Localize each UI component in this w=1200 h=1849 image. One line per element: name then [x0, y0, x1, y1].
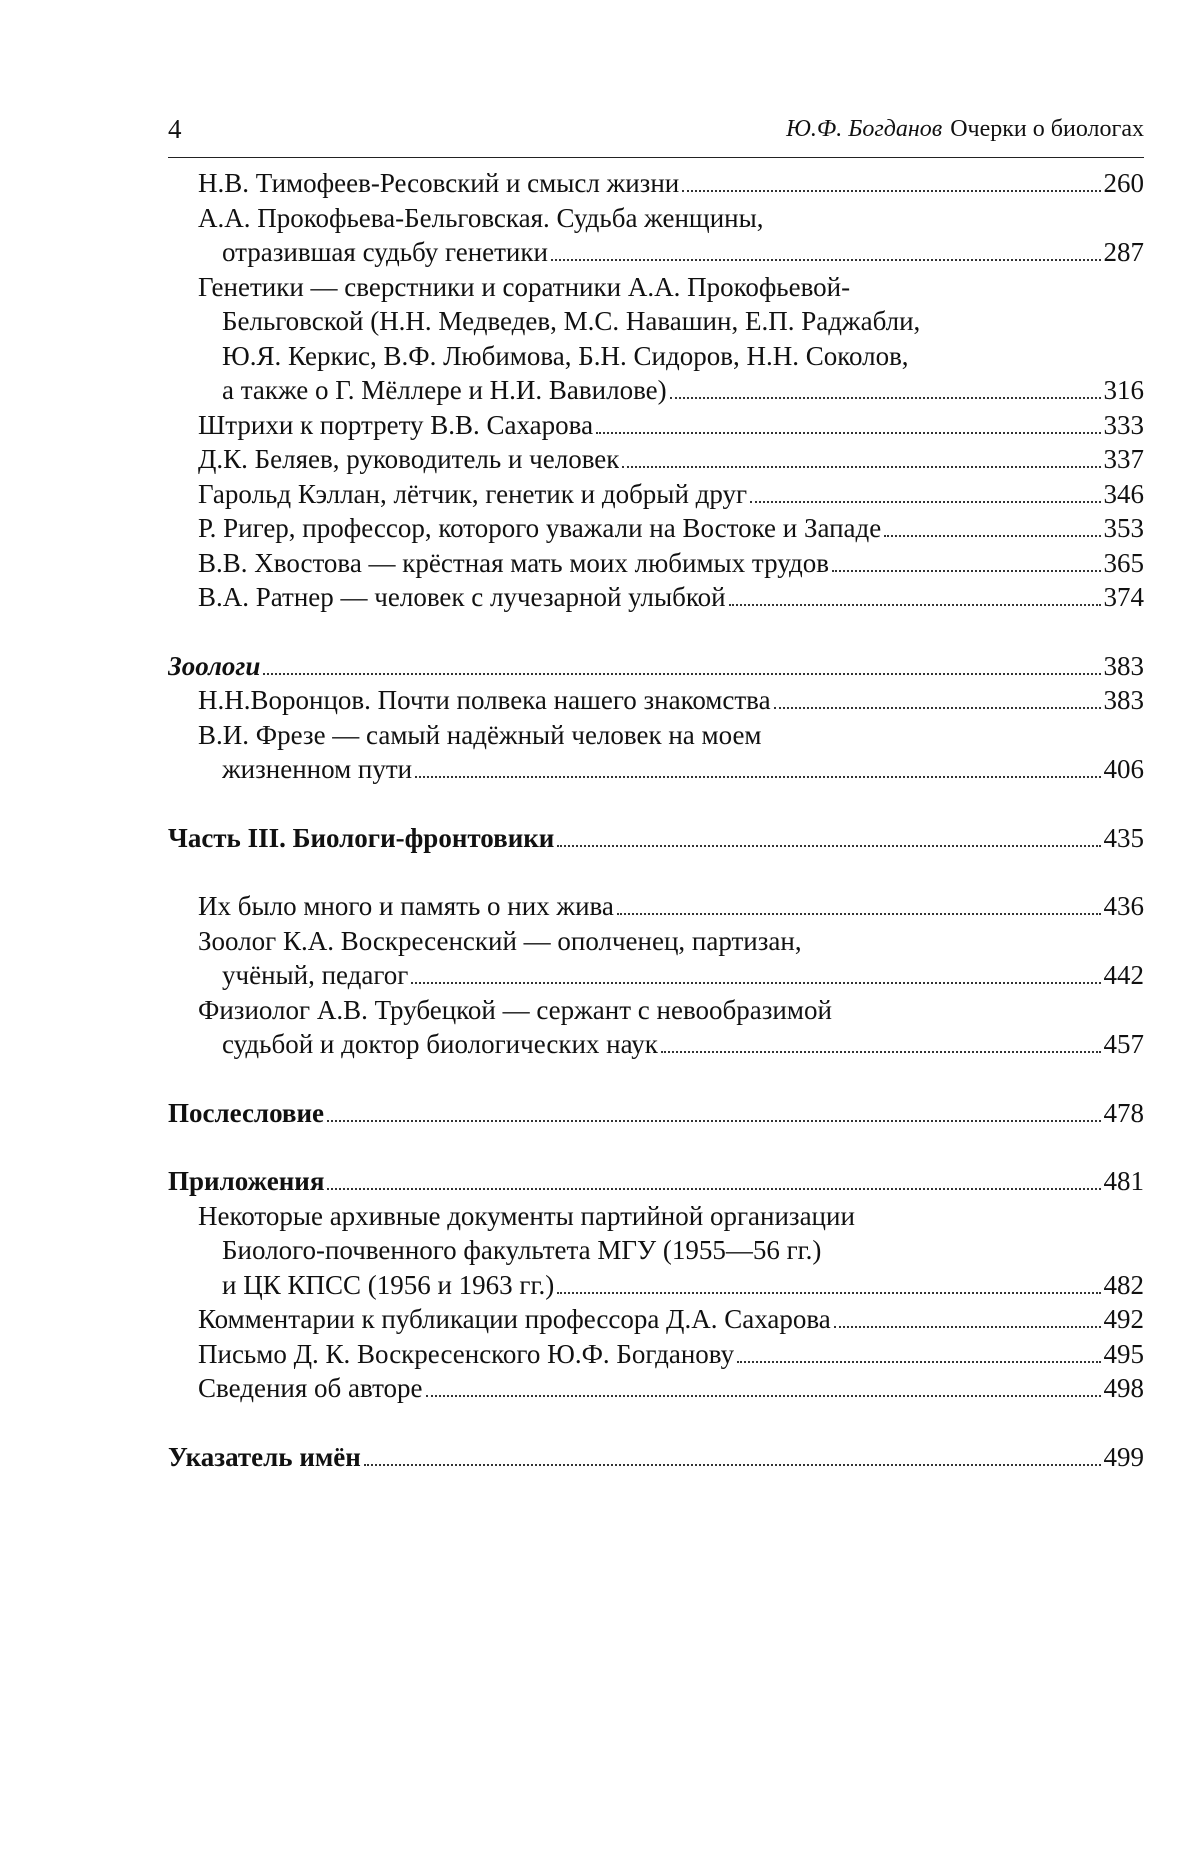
toc-entry: [168, 270, 1144, 408]
dot-leader: [327, 1120, 1100, 1122]
table-of-contents: [168, 166, 1144, 1474]
toc-entry-title: Физиолог А.В. Трубецкой — сержант с невообразимой: [198, 994, 832, 1025]
dot-leader: [327, 1188, 1100, 1190]
dot-leader: [415, 776, 1100, 778]
toc-entry-title: А.А. Прокофьева-Бельговская. Судьба женщины,: [198, 202, 764, 233]
page-number: 4: [168, 114, 182, 144]
toc-entry-page: 406: [1103, 754, 1144, 784]
toc-entry-title-cont: Биолого-почвенного факультета МГУ (1955—56 гг.): [222, 1235, 822, 1265]
toc-entry-title: Н.Н.Воронцов. Почти полвека нашего знакомства: [198, 685, 771, 715]
toc-entry-title-cont: судьбой и доктор биологических наук: [222, 1029, 658, 1059]
toc-entry-page: 374: [1103, 582, 1144, 612]
toc-section-page: 383: [1103, 650, 1144, 681]
dot-leader: [682, 190, 1100, 192]
dot-leader: [729, 604, 1101, 606]
header-rule: [168, 157, 1144, 158]
dot-leader: [364, 1464, 1101, 1466]
toc-entry: [168, 442, 1144, 477]
page-header: [168, 114, 1144, 154]
toc-entry-page: 346: [1103, 478, 1144, 509]
toc-entry-title: Р. Ригер, профессор, которого уважали на Востоке и Западе: [198, 513, 882, 543]
dot-leader: [557, 1292, 1100, 1294]
running-head: [786, 116, 1144, 143]
dot-leader: [426, 1395, 1101, 1397]
toc-section-page: 478: [1103, 1097, 1144, 1128]
toc-entry-title-cont: Бельговской (Н.Н. Медведев, М.С. Навашин, Е.П. Раджабли,: [222, 306, 921, 336]
dot-leader: [750, 501, 1100, 503]
toc-section: [168, 1440, 1144, 1475]
toc-entry-title: В.А. Ратнер — человек с лучезарной улыбкой: [198, 582, 726, 612]
dot-leader: [263, 673, 1100, 675]
toc-section: [168, 649, 1144, 684]
toc-section: [168, 821, 1144, 856]
toc-section-title: Указатель имён: [168, 1441, 361, 1472]
running-head-title: Очерки о биологах: [950, 116, 1144, 142]
toc-entry-page: 353: [1103, 513, 1144, 543]
toc-section-page: 481: [1103, 1166, 1144, 1196]
toc-entry-page: 498: [1103, 1373, 1144, 1403]
dot-leader: [774, 707, 1101, 709]
toc-entry: [168, 924, 1144, 993]
toc-entry-title: Некоторые архивные документы партийной организации: [198, 1200, 855, 1231]
toc-entry-page: 337: [1103, 444, 1144, 474]
dot-leader: [596, 432, 1100, 434]
toc-section-title: Зоологи: [168, 650, 261, 681]
toc-entry-title: В.И. Фрезе — самый надёжный человек на моем: [198, 719, 762, 750]
toc-entry: [168, 166, 1144, 201]
toc-entry-page: 436: [1103, 891, 1144, 921]
toc-entry-page: 333: [1103, 409, 1144, 440]
toc-entry-title-cont: а также о Г. Мёллере и Н.И. Вавилове): [222, 375, 667, 405]
toc-entry-page: 316: [1103, 375, 1144, 405]
dot-leader: [661, 1051, 1101, 1053]
toc-entry-page: 495: [1103, 1338, 1144, 1369]
toc-entry: [168, 718, 1144, 787]
toc-entry-title: Генетики — сверстники и соратники А.А. Прокофьевой-: [198, 271, 851, 302]
toc-section-page: 435: [1103, 822, 1144, 853]
toc-entry-title: Д.К. Беляев, руководитель и человек: [198, 444, 620, 474]
dot-leader: [617, 913, 1101, 915]
toc-entry-title: Зоолог К.А. Воскресенский — ополченец, партизан,: [198, 925, 802, 956]
toc-entry-page: 492: [1103, 1304, 1144, 1334]
toc-entry-title: Их было много и память о них жива: [198, 891, 614, 921]
toc-entry-title: Комментарии к публикации профессора Д.А. Сахарова: [198, 1304, 831, 1334]
toc-entry: [168, 546, 1144, 581]
running-head-author: Ю.Ф. Богданов: [786, 116, 943, 142]
spacer: [168, 1406, 1144, 1440]
toc-entry-title-cont: жизненном пути: [222, 754, 413, 784]
toc-entry-title: Н.В. Тимофеев-Ресовский и смысл жизни: [198, 168, 680, 198]
toc-entry-title-cont: и ЦК КПСС (1956 и 1963 гг.): [222, 1269, 555, 1300]
toc-entry: [168, 889, 1144, 924]
toc-entry-page: 482: [1103, 1269, 1144, 1300]
toc-entry-page: 442: [1103, 960, 1144, 990]
toc-entry-title: В.В. Хвостова — крёстная мать моих любимых трудов: [198, 547, 829, 578]
toc-entry: [168, 511, 1144, 546]
dot-leader: [737, 1361, 1100, 1363]
toc-section-title: Приложения: [168, 1166, 325, 1196]
toc-section-title: Послесловие: [168, 1097, 325, 1128]
dot-leader: [670, 397, 1101, 399]
toc-entry-page: 287: [1103, 237, 1144, 267]
toc-entry: [168, 993, 1144, 1062]
spacer: [168, 855, 1144, 889]
toc-entry: [168, 683, 1144, 718]
toc-entry: [168, 1302, 1144, 1337]
toc-section: [168, 1164, 1144, 1199]
toc-section-page: 499: [1103, 1441, 1144, 1472]
spacer: [168, 787, 1144, 821]
toc-entry-title-cont: учёный, педагог: [222, 960, 409, 990]
toc-entry: [168, 477, 1144, 512]
dot-leader: [884, 535, 1100, 537]
toc-section-title: Часть III. Биологи-фронтовики: [168, 822, 555, 853]
toc-entry: [168, 201, 1144, 270]
dot-leader: [551, 259, 1101, 261]
toc-entry: [168, 408, 1144, 443]
toc-entry-page: 457: [1103, 1029, 1144, 1059]
dot-leader: [832, 570, 1101, 572]
toc-entry-title: Письмо Д. К. Воскресенского Ю.Ф. Богданову: [198, 1338, 735, 1369]
toc-entry-title: Штрихи к портрету В.В. Сахарова: [198, 409, 594, 440]
toc-entry: [168, 1199, 1144, 1303]
dot-leader: [622, 466, 1100, 468]
dot-leader: [411, 982, 1100, 984]
toc-entry-title-cont: Ю.Я. Керкис, В.Ф. Любимова, Б.Н. Сидоров, Н.Н. Соколов,: [222, 340, 909, 371]
toc-entry-page: 365: [1103, 547, 1144, 578]
toc-entry-title: Гарольд Кэллан, лётчик, генетик и добрый друг: [198, 478, 748, 509]
toc-entry-page: 260: [1103, 168, 1144, 198]
dot-leader: [834, 1326, 1101, 1328]
toc-section: [168, 1096, 1144, 1131]
spacer: [168, 1062, 1144, 1096]
toc-entry: [168, 1337, 1144, 1372]
spacer: [168, 615, 1144, 649]
toc-entry: [168, 1371, 1144, 1406]
spacer: [168, 1130, 1144, 1164]
toc-entry-title-cont: отразившая судьбу генетики: [222, 237, 548, 267]
toc-entry-page: 383: [1103, 685, 1144, 715]
dot-leader: [557, 845, 1100, 847]
toc-entry: [168, 580, 1144, 615]
toc-entry-title: Сведения об авторе: [198, 1373, 423, 1403]
